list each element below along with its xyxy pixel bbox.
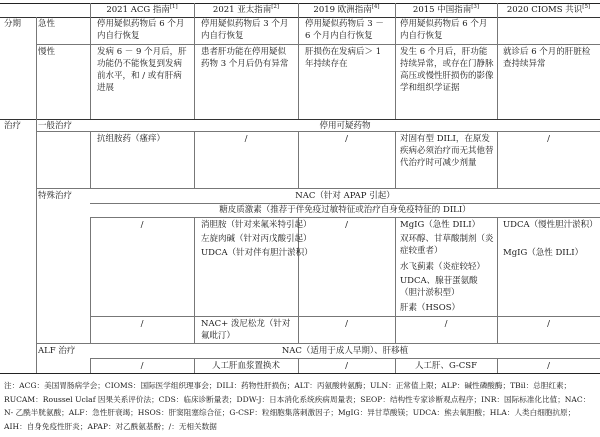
cell-chronic-acg: 发病 6 － 9 个月后，肝功能仍不能恢复到发病前水平，和 / 或有肝病进展 bbox=[97, 47, 187, 93]
col-rule bbox=[395, 3, 396, 119]
cell-general-apac: / bbox=[244, 134, 248, 144]
header-apac: 2021 亚太指南[2] bbox=[212, 4, 280, 15]
cell-specific-nac: NAC（针对 APAP 引起） bbox=[295, 191, 395, 201]
col-rule bbox=[194, 3, 195, 119]
row-rule bbox=[90, 358, 600, 359]
header-acg: 2021 ACG 指南[1] bbox=[106, 4, 178, 15]
row-rule bbox=[90, 217, 600, 218]
list-item: 肝素（HSOS） bbox=[400, 303, 461, 313]
cell-specific2-cn: / bbox=[444, 319, 448, 329]
cell-alf-cioms: / bbox=[547, 361, 550, 371]
header-cn: 2015 中国指南[3] bbox=[412, 4, 480, 15]
col-rule bbox=[298, 3, 299, 119]
cell-acute-cn: 停用疑似药物后 6 个月内自行恢复 bbox=[400, 19, 488, 41]
row-rule bbox=[90, 316, 600, 317]
row-label-acute: 急性 bbox=[38, 19, 56, 29]
cell-specific2-eu: / bbox=[345, 319, 348, 329]
list-item: UDCA、腺苷蛋氨酸（胆汁淤积型） bbox=[400, 276, 478, 298]
cell-alf-cn: 人工肝、G-CSF bbox=[414, 361, 478, 371]
list-item: 双环醇、甘草酸制剂（炎症较重者） bbox=[400, 234, 494, 256]
cell-specific-steroid: 糖皮质激素（推荐于伴免疫过敏特征或治疗自身免疫特征的 DILI） bbox=[219, 205, 471, 215]
cell-chronic-cn: 发生 6 个月后，肝功能持续异常，或存在门静脉高压或慢性肝损伤的影像学和组织学证据 bbox=[400, 47, 494, 93]
row-label-specific: 特殊治疗 bbox=[38, 191, 73, 201]
header-cioms: 2020 CIOMS 共识[5] bbox=[506, 4, 591, 15]
cell-general-acg: 抗组胺药（瘙痒） bbox=[97, 134, 166, 144]
section-label-treatment: 治疗 bbox=[4, 121, 22, 131]
list-item: UDCA（针对伴有胆汁淤积） bbox=[201, 248, 313, 258]
cell-chronic-apac: 患者肝功能在停用疑似药物 3 个月后仍有异常 bbox=[201, 47, 289, 69]
cell-specific-eu: / bbox=[345, 220, 348, 230]
cell-alf-eu: / bbox=[345, 361, 348, 371]
row-label-chronic: 慢性 bbox=[38, 47, 56, 57]
row-rule bbox=[36, 343, 600, 344]
cell-acute-acg: 停用疑似药物后 6 个月内自行恢复 bbox=[97, 19, 185, 41]
cell-chronic-cioms: 就诊后 6 个月的肝脏检查持续异常 bbox=[503, 47, 591, 69]
table-footnote: 注：ACG：美国胃肠病学会；CIOMS：国际医学组织理事会；DILI：药物性肝损伤；ALT：丙氨酸转氨酶；ULN：正常值上限；ALP：碱性磷酸酶；TBil：总胆红素；RUCAM：Roussel Uclaf 因果关系评价法；CDS：临床诊断量表；DDW-J：日本消化系统疾病周量表；SEOP：结构性专家诊断观点程序；INR：国际标准化比值；NAC：N- 乙酰半胱氨酸；ALF：急性肝衰竭；HSOS：肝窦阻塞综合征；G-CSF：粒细胞集落刺激因子；MgIG：异甘草酸镁；UDCA：熊去氧胆酸；HLA：人类白细胞抗原；AIH：自身免疫性肝炎；APAP：对乙酰氨基酚；/：无相关数据 bbox=[4, 381, 591, 431]
col-rule bbox=[497, 3, 498, 119]
list-item: UDCA（慢性胆汁淤积） bbox=[503, 220, 598, 230]
cell-general-cn: 对固有型 DILI，在原发疾病必须治疗而无其他替代治疗时可减少剂量 bbox=[400, 134, 494, 168]
row-label-general: 一般治疗 bbox=[38, 121, 73, 131]
cell-alf-span: NAC（适用于成人早期）、肝移植 bbox=[281, 346, 409, 356]
list-item: MgIG（急性 DILI） bbox=[503, 248, 584, 258]
cell-acute-apac: 停用疑似药物后 3 个月内自行恢复 bbox=[201, 19, 289, 41]
cell-general-span: 停用可疑药物 bbox=[319, 121, 371, 131]
cell-chronic-eu: 肝损伤在发病后＞ 1 年持续存在 bbox=[305, 47, 382, 69]
col-rule bbox=[36, 17, 37, 373]
section-label-staging: 分期 bbox=[4, 19, 22, 29]
row-rule bbox=[36, 188, 600, 189]
cell-acute-eu: 停用疑似药物后 3 － 6 个月内自行恢复 bbox=[305, 19, 384, 41]
list-item: MgIG（急性 DILI） bbox=[400, 220, 481, 230]
row-label-alf: ALF 治疗 bbox=[38, 346, 76, 356]
col-rule bbox=[194, 217, 195, 343]
col-rule bbox=[90, 131, 91, 188]
cell-specific2-apac: NAC+ 泼尼松龙（针对氟吡汀） bbox=[201, 319, 291, 341]
cell-general-cioms: / bbox=[547, 134, 550, 144]
cell-alf-apac: 人工肝血浆置换术 bbox=[211, 361, 280, 371]
header-eu: 2019 欧洲指南[4] bbox=[313, 4, 380, 15]
cell-general-eu: / bbox=[345, 134, 348, 144]
cell-alf-acg: / bbox=[140, 361, 144, 371]
col-rule bbox=[90, 17, 91, 119]
cell-specific2-acg: / bbox=[140, 319, 144, 329]
col-rule bbox=[395, 131, 396, 188]
table-bottom-rule bbox=[0, 373, 600, 374]
list-item: 左旋肉碱（针对丙戊酸引起） bbox=[201, 234, 312, 244]
list-item: 消胆胺（针对来氟米特引起） bbox=[201, 220, 312, 230]
row-rule bbox=[36, 44, 600, 45]
cell-specific2-cioms: / bbox=[547, 319, 550, 329]
list-item: 水飞蓟素（炎症较轻） bbox=[400, 262, 486, 272]
cell-specific-acg: / bbox=[140, 220, 144, 230]
